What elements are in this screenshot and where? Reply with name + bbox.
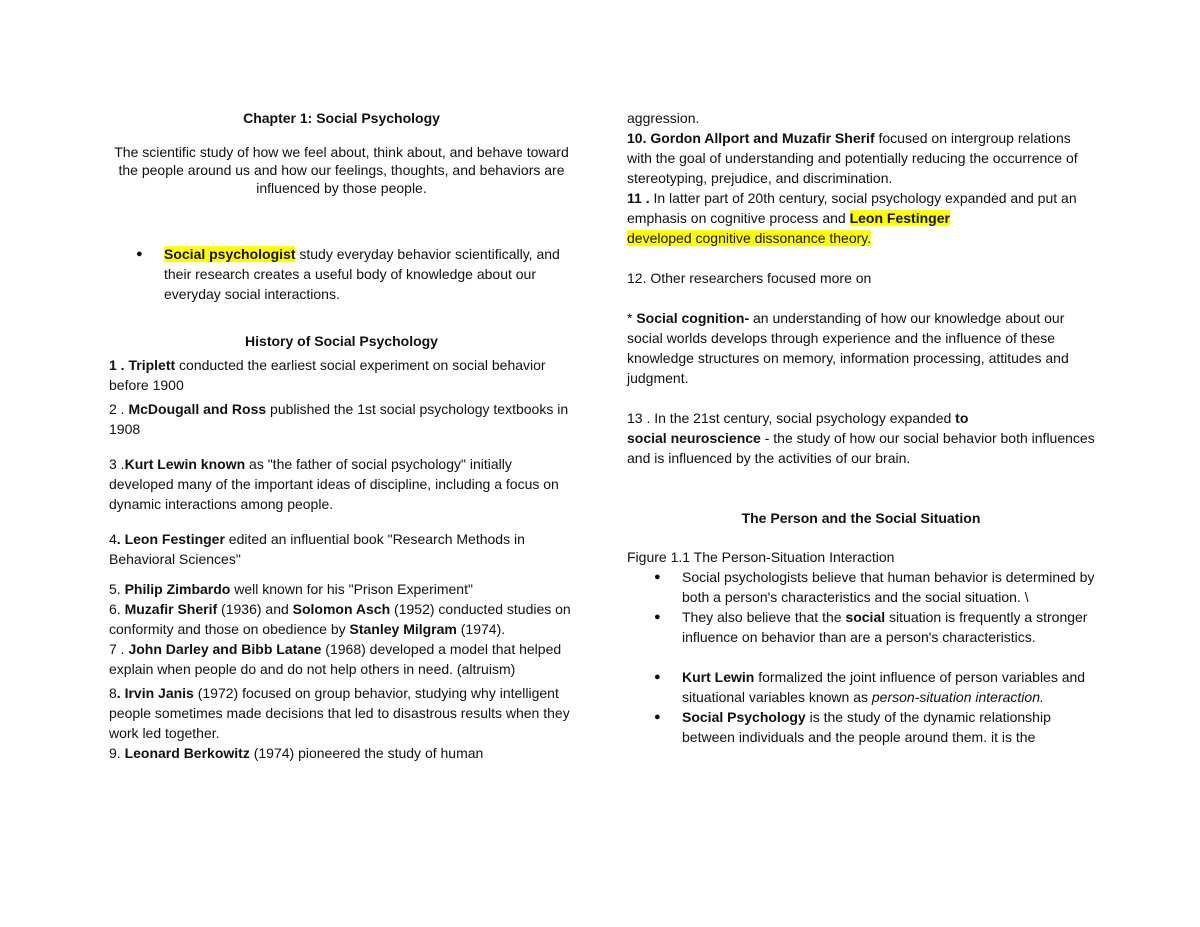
bullet-icon: ● [654, 571, 661, 583]
list-item: ● Social Psychology is the study of the dynamic relationship between individuals and the people around them. it is the [654, 709, 1051, 745]
history-item-11: 11 . In latter part of 20th century, social psychology expanded and put an emphasis on cognitive process and Leon Festinger developed cognitive dissonance theory. [627, 190, 1077, 246]
intro-paragraph: The scientific study of how we feel about, think about, and behave toward the people around us and how our feelings, thoughts, and behaviors are influenced by those people. [114, 144, 569, 196]
bullet-icon: ● [136, 248, 143, 260]
social-cognition: * Social cognition- an understanding of how our knowledge about our social worlds develops through experience and the influence of these knowledge structures on memory, information processing, attitudes and judgment. [627, 310, 1069, 386]
chapter-title: Chapter 1: Social Psychology [243, 110, 440, 126]
history-item-12: 12. Other researchers focused more on [627, 270, 872, 286]
section-title: The Person and the Social Situation [741, 510, 981, 526]
history-title: History of Social Psychology [245, 333, 438, 349]
history-item-6: 6. Muzafir Sherif (1936) and Solomon Asch (1952) conducted studies on conformity and those on obedience by Stanley Milgram (1974). [109, 601, 571, 637]
history-item-7: 7 . John Darley and Bibb Latane (1968) developed a model that helped explain when people do and do not help others in need. (altruism) [109, 641, 562, 677]
list-item: ● They also believe that the social situation is frequently a stronger influence on behavior than are a person's characteristics. [654, 609, 1088, 645]
history-item-2: 2 . McDougall and Ross published the 1st social psychology textbooks in 1908 [109, 401, 569, 437]
history-item-13: 13 . In the 21st century, social psychology expanded to social neuroscience - the study of how our social behavior both influences and is influenced by the activities of our brain. [627, 410, 1095, 466]
left-column [109, 108, 574, 763]
bullet-text: study everyday behavior scientifically, and their research creates a useful body of knowledge about our everyday social interactions. [164, 246, 560, 302]
highlight-term: Social psychologist [164, 246, 296, 262]
list-item: ● Social psychologists believe that human behavior is determined by both a person's characteristics and the social situation. \ [654, 569, 1095, 605]
list-item: ● Kurt Lewin formalized the joint influence of person variables and situational variables known as person-situation interaction. [654, 669, 1086, 705]
bullet-icon: ● [654, 671, 661, 683]
history-item-1: 1 . Triplett conducted the earliest social experiment on social behavior before 1900 [109, 357, 546, 393]
person-situation-bullets [627, 567, 1095, 747]
history-item-9: 9. Leonard Berkowitz (1974) pioneered the study of human [109, 745, 484, 761]
intro-bullets [109, 244, 574, 304]
history-item-5: 5. Philip Zimbardo well known for his "Prison Experiment" [109, 581, 473, 597]
bullet-icon: ● [654, 611, 661, 623]
list-item [109, 244, 574, 304]
history-item-8: 8. Irvin Janis (1972) focused on group behavior, studying why intelligent people sometimes made decisions that led to disastrous results when they work led together. [109, 685, 570, 741]
history-item-3: 3 .Kurt Lewin known as "the father of social psychology" initially developed many of the important ideas of discipline, including a focus on dynamic interactions among people. [109, 456, 559, 512]
history-item-10: 10. Gordon Allport and Muzafir Sherif focused on intergroup relations with the goal of understanding and potentially reducing the occurrence of stereotyping, prejudice, and discrimination. [627, 130, 1078, 186]
figure-caption: Figure 1.1 The Person-Situation Interaction [627, 549, 895, 565]
continued-text: aggression. [627, 110, 700, 126]
history-item-4: 4. Leon Festinger edited an influential book "Research Methods in Behavioral Sciences" [109, 531, 525, 567]
right-column [627, 108, 1095, 747]
bullet-icon: ● [654, 711, 661, 723]
